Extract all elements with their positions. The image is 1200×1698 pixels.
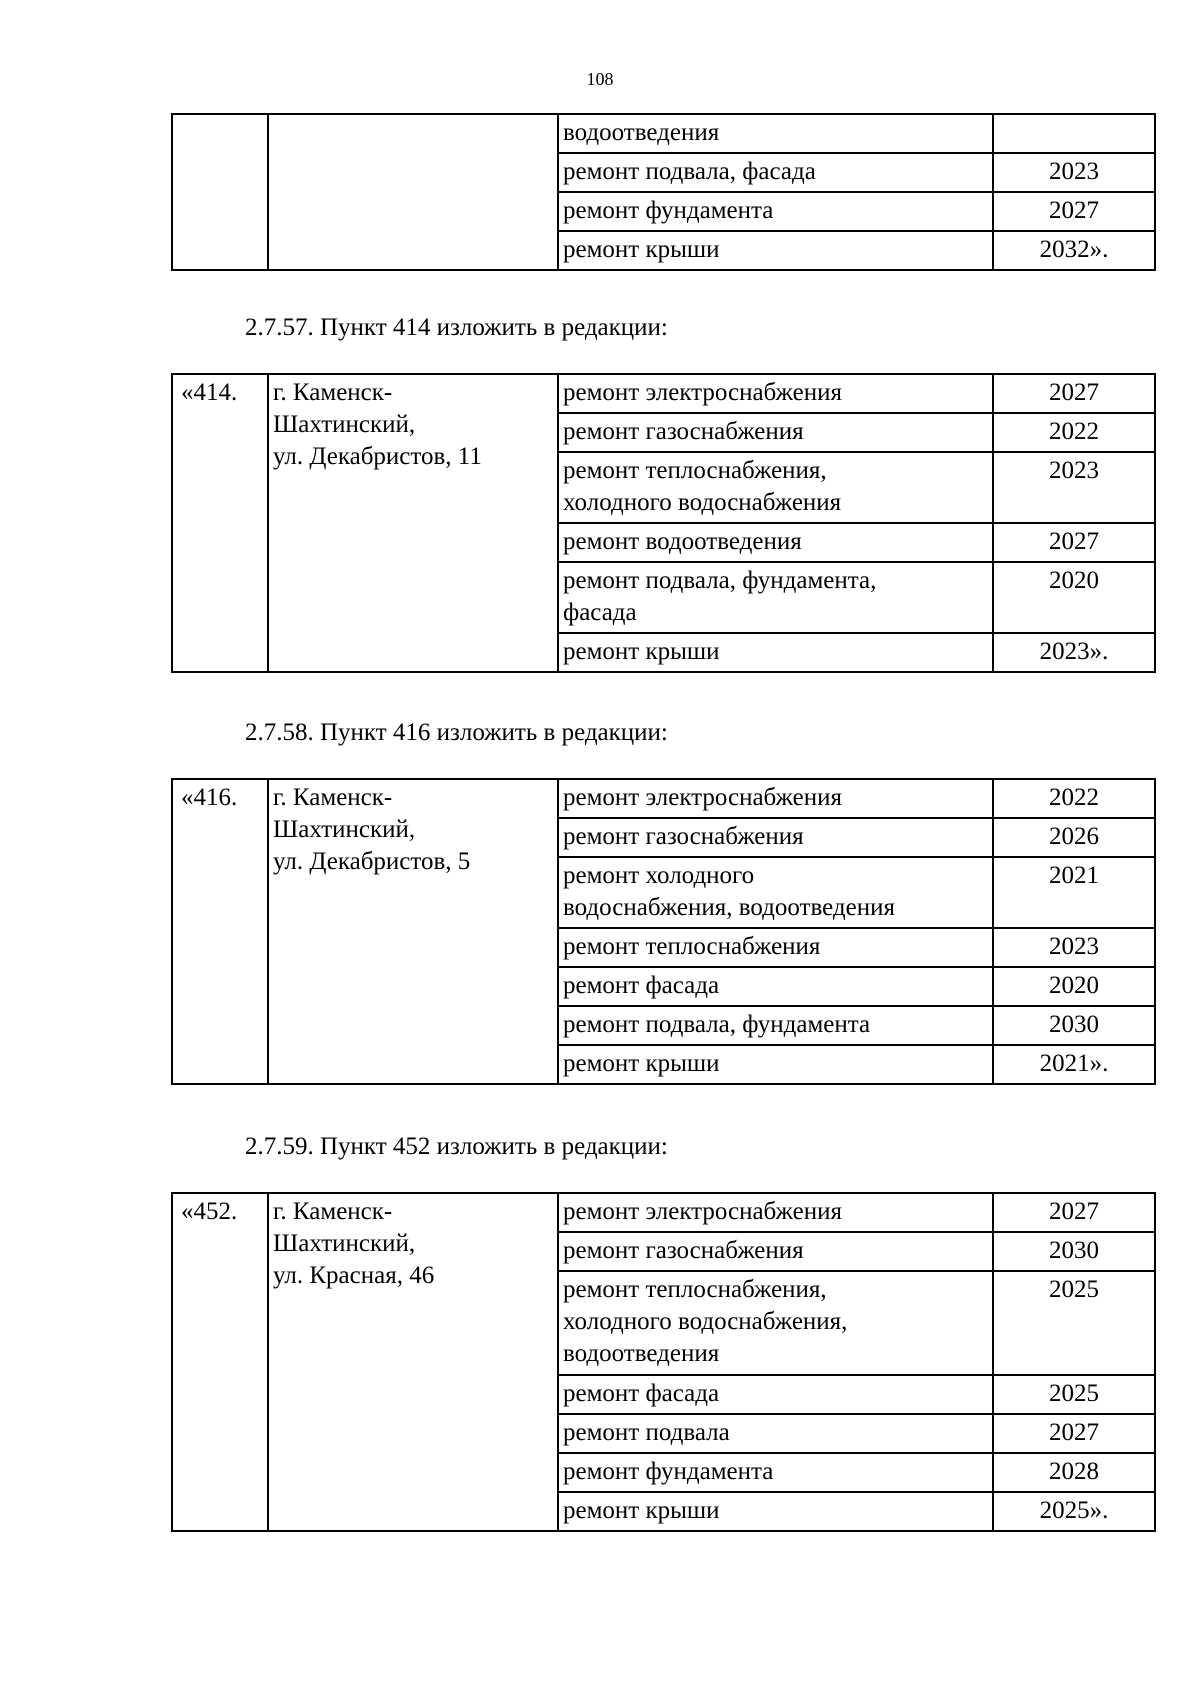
year-cell: 2021». [993, 1045, 1155, 1084]
year-cell: 2027 [993, 523, 1155, 562]
year-cell: 2028 [993, 1453, 1155, 1492]
table-row [172, 114, 1155, 153]
instruction-414: 2.7.57. Пункт 414 изложить в редакции: [245, 314, 668, 341]
work-cell: ремонт фундамента [558, 1453, 993, 1492]
table-row [172, 1193, 1155, 1232]
address-cell: г. Каменск- Шахтинский, ул. Красная, 46 [268, 1193, 558, 1531]
work-cell: ремонт электроснабжения [558, 1193, 993, 1232]
year-cell: 2027 [993, 1193, 1155, 1232]
work-cell: ремонт холодного водоснабжения, водоотведения [558, 857, 993, 928]
work-cell: ремонт электроснабжения [558, 374, 993, 413]
year-cell: 2022 [993, 779, 1155, 818]
address-cell: г. Каменск- Шахтинский, ул. Декабристов, 11 [268, 374, 558, 672]
year-cell: 2023 [993, 452, 1155, 523]
work-cell: ремонт фасада [558, 1375, 993, 1414]
item-number-cell: «452. [172, 1193, 268, 1531]
table-item-414 [171, 373, 1156, 673]
page-number: 108 [586, 69, 614, 89]
work-cell: ремонт теплоснабжения, холодного водоснабжения [558, 452, 993, 523]
year-cell: 2025 [993, 1375, 1155, 1414]
table-item-416 [171, 778, 1156, 1085]
item-number-cell: «414. [172, 374, 268, 672]
instruction-452: 2.7.59. Пункт 452 изложить в редакции: [245, 1133, 668, 1160]
year-cell: 2020 [993, 967, 1155, 1006]
year-cell: 2030 [993, 1006, 1155, 1045]
work-cell: ремонт подвала, фундамента [558, 1006, 993, 1045]
year-cell: 2021 [993, 857, 1155, 928]
work-cell: ремонт крыши [558, 633, 993, 672]
address-cell: г. Каменск- Шахтинский, ул. Декабристов, 5 [268, 779, 558, 1084]
year-cell: 2032». [993, 231, 1155, 270]
instruction-416: 2.7.58. Пункт 416 изложить в редакции: [245, 719, 668, 746]
table-row [172, 779, 1155, 818]
year-cell: 2020 [993, 562, 1155, 633]
work-cell: ремонт подвала, фасада [558, 153, 993, 192]
work-cell: ремонт электроснабжения [558, 779, 993, 818]
year-cell: 2023 [993, 928, 1155, 967]
year-cell: 2023 [993, 153, 1155, 192]
table-item-452 [171, 1192, 1156, 1532]
work-cell: ремонт фундамента [558, 192, 993, 231]
work-cell: ремонт крыши [558, 231, 993, 270]
year-cell: 2025». [993, 1492, 1155, 1531]
work-cell: ремонт газоснабжения [558, 413, 993, 452]
work-cell: ремонт газоснабжения [558, 1232, 993, 1271]
work-cell: ремонт газоснабжения [558, 818, 993, 857]
work-cell: ремонт теплоснабжения [558, 928, 993, 967]
work-cell: ремонт подвала, фундамента, фасада [558, 562, 993, 633]
work-cell: ремонт подвала [558, 1414, 993, 1453]
year-cell: 2023». [993, 633, 1155, 672]
work-cell: водоотведения [558, 114, 993, 153]
table-row [172, 374, 1155, 413]
year-cell: 2025 [993, 1271, 1155, 1375]
year-cell: 2030 [993, 1232, 1155, 1271]
year-cell: 2026 [993, 818, 1155, 857]
year-cell [993, 114, 1155, 153]
work-cell: ремонт крыши [558, 1492, 993, 1531]
year-cell: 2027 [993, 1414, 1155, 1453]
work-cell: ремонт крыши [558, 1045, 993, 1084]
year-cell: 2022 [993, 413, 1155, 452]
year-cell: 2027 [993, 374, 1155, 413]
item-number-cell [172, 114, 268, 270]
work-cell: ремонт теплоснабжения, холодного водоснабжения, водоотведения [558, 1271, 993, 1375]
item-number-cell: «416. [172, 779, 268, 1084]
work-cell: ремонт водоотведения [558, 523, 993, 562]
address-cell [268, 114, 558, 270]
table-continuation [171, 113, 1156, 271]
work-cell: ремонт фасада [558, 967, 993, 1006]
year-cell: 2027 [993, 192, 1155, 231]
